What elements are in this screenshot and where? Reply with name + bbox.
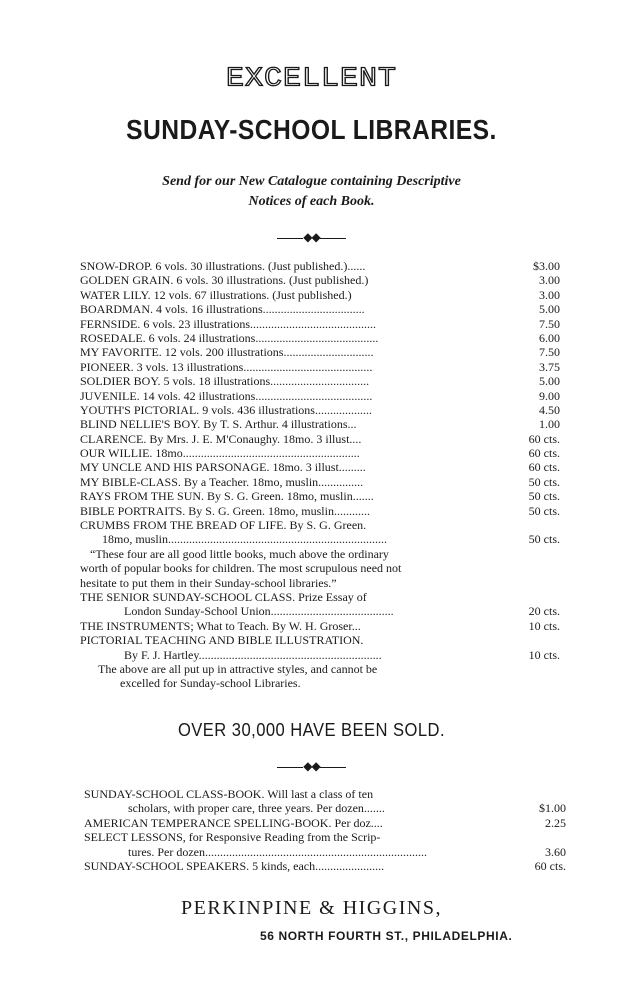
list-item: ROSEDALE. 6 vols. 24 illustrations......................................... 6.00 (80, 330, 560, 345)
list-item: OUR WILLIE. 18mo........................................................... 60 cts. (80, 446, 560, 461)
list-item: GOLDEN GRAIN. 6 vols. 30 illustrations. (Just published.) 3.00 (80, 273, 560, 288)
list-item: JUVENILE. 14 vols. 42 illustrations....................................... 9.00 (80, 388, 560, 403)
senior-title-line: THE SENIOR SUNDAY-SCHOOL CLASS. Prize Essay of (80, 589, 367, 604)
quote-line-2: worth of popular books for children. The most scrupulous need not (80, 561, 402, 576)
rule-left (277, 238, 303, 239)
sold-banner: OVER 30,000 HAVE BEEN SOLD. (177, 720, 446, 740)
page-title: SUNDAY-SCHOOL LIBRARIES. (126, 114, 497, 145)
instruments-line: THE INSTRUMENTS; What to Teach. By W. H. Groser... 10 cts. (80, 618, 560, 633)
ornament-glyph: ◆◆ (303, 230, 320, 244)
list-item: BIBLE PORTRAITS. By S. G. Green. 18mo, muslin............ 50 cts. (80, 503, 560, 518)
ornament-divider-top (0, 231, 623, 243)
list-item: FERNSIDE. 6 vols. 23 illustrations.......................................... 7.50 (80, 316, 560, 331)
list-item: SOLDIER BOY. 5 vols. 18 illustrations................................. 5.00 (80, 374, 560, 389)
list-item: MY BIBLE-CLASS. By a Teacher. 18mo, muslin............... 50 cts. (80, 474, 560, 489)
classbook-title-line: SUNDAY-SCHOOL CLASS-BOOK. Will last a class of ten (84, 787, 374, 801)
subtitle-line-2: Notices of each Book. (248, 194, 375, 209)
list-item: CLARENCE. By Mrs. J. E. M'Conaughy. 18mo. 3 illust.... 60 cts. (80, 431, 560, 446)
senior-detail-line: London Sunday-School Union......................................... 20 cts. (124, 604, 560, 619)
temperance-line: AMERICAN TEMPERANCE SPELLING-BOOK. Per doz.... 2.25 (84, 815, 566, 830)
list-item: MY UNCLE AND HIS PARSONAGE. 18mo. 3 illust......... 60 cts. (80, 460, 560, 475)
list-item: BLIND NELLIE'S BOY. By T. S. Arthur. 4 illustrations... 1.00 (80, 417, 560, 432)
quote-line-3: hesitate to put them in their Sunday-school libraries.” (80, 575, 337, 590)
crumbs-detail-line: 18mo, muslin......................................................................... 50 cts. (102, 532, 560, 547)
list-item: RAYS FROM THE SUN. By S. G. Green. 18mo, muslin....... 50 cts. (80, 489, 560, 504)
classbook-detail-line: scholars, with proper care, three years. Per dozen....... $1.00 (128, 801, 566, 816)
list-item: YOUTH'S PICTORIAL. 9 vols. 436 illustrations................... 4.50 (80, 402, 560, 417)
library-list (80, 259, 560, 691)
ornament-glyph: ◆◆ (303, 759, 320, 773)
list-item: BOARDMAN. 4 vols. 16 illustrations.................................. 5.00 (80, 302, 560, 317)
select-title-line: SELECT LESSONS, for Responsive Reading from the Scrip- (84, 830, 381, 845)
select-detail-line: tures. Per dozen.......................................................................... 3.60 (128, 844, 566, 859)
list-item: SNOW-DROP. 6 vols. 30 illustrations. (Just published.)...... $3.00 (80, 259, 560, 273)
subtitle-line-1: Send for our New Catalogue containing Descriptive (162, 174, 461, 189)
list-item: PIONEER. 3 vols. 13 illustrations........................................... 3.75 (80, 359, 560, 374)
rule-right (320, 767, 346, 768)
publisher-name: PERKINPINE & HIGGINS, (181, 897, 442, 919)
pictorial-detail-line: By F. J. Hartley............................................................. 10 cts. (124, 647, 560, 662)
quote-line-1: “These four are all good little books, much above the ordinary (90, 546, 389, 561)
rule-left (277, 767, 303, 768)
speakers-line: SUNDAY-SCHOOL SPEAKERS. 5 kinds, each....................... 60 cts. (84, 858, 566, 873)
ornament-divider-bottom (0, 760, 623, 772)
rule-right (320, 238, 346, 239)
list-item: MY FAVORITE. 12 vols. 200 illustrations.............................. 7.50 (80, 345, 560, 360)
list-item: WATER LILY. 12 vols. 67 illustrations. (Just published.) 3.00 (80, 287, 560, 302)
class-book-list (84, 787, 566, 873)
publisher-address: 56 NORTH FOURTH ST., PHILADELPHIA. (260, 929, 513, 943)
closing-line-2: excelled for Sunday-school Libraries. (120, 676, 301, 691)
pictorial-title-line: PICTORIAL TEACHING AND BIBLE ILLUSTRATION. (80, 633, 364, 648)
crumbs-title-line: CRUMBS FROM THE BREAD OF LIFE. By S. G. Green. (80, 518, 367, 533)
header-excellent: EXCELLENT (225, 63, 398, 95)
closing-line-1: The above are all put up in attractive styles, and cannot be (98, 661, 378, 676)
